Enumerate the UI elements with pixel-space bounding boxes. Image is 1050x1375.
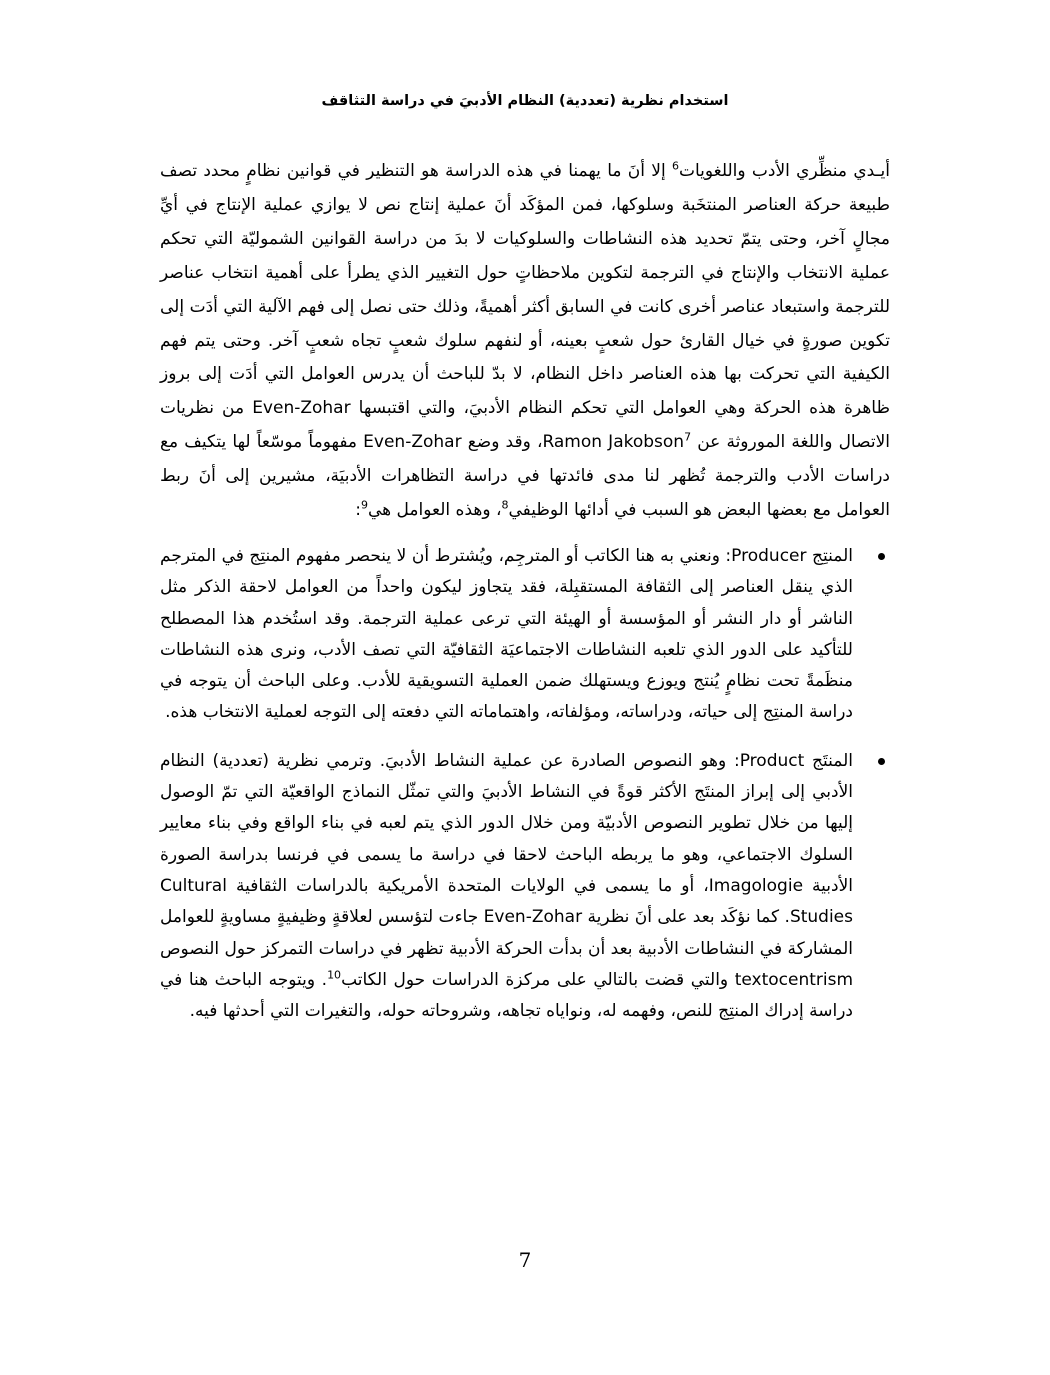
bullet-list bbox=[160, 541, 890, 1027]
bullet-icon bbox=[874, 541, 888, 572]
paragraph-text-4: ، وهذه العوامل هي bbox=[368, 500, 502, 521]
paragraph-text-1: أيـدي منظِّري الأدب واللغويات bbox=[678, 161, 890, 181]
main-paragraph bbox=[160, 155, 890, 528]
bullet-icon bbox=[874, 746, 888, 777]
bullet-item-producer-text: المنتِج Producer: ونعني به هنا الكاتب أو المترجِم، ويُشترط أن لا ينحصر مفهوم المنتِج في المترجم الذي ينقل العناصر إلى الثقافة المستقبِلة، فقد يتجاوز ليكون واحداً من العوامل لاحقة الذكر مثل الناشر أو دار النشر أو المؤسسة أو الهيئة التي ترعى عملية الترجمة. وقد استُخدم هذا المصطلح للتأكيد على الدور الذي تلعبه النشاطات الاجتماعيَة الثقافيّة التي تصف الأدب، ونرى هذه النشاطات منظَمةً تحت نظامٍ يُنتج ويوزع ويستهلك ضمن العملية التسويقية للأدب. وعلى الباحث أن يتوجه في دراسة المنتِج إلى حياته، ودراساته، ومؤلفاته، واهتماماته التي دفعته إلى التوجه لعملية الانتخاب هذه. bbox=[160, 545, 853, 723]
footnote-ref-7[interactable]: 7 bbox=[684, 430, 692, 444]
paragraph-text-2: إلا أنَ ما يهمنا في هذه الدراسة هو التنظير في قوانين نظامٍ محدد تصف طبيعة حركة العناصر المنتخَبة وسلوكها، فمن المؤكَد أنَ عملية إنتاج نص لا يوازي عملية الإنتاج في أيِّ مجالٍ آخر، وحتى يتمّ تحديد هذه النشاطات والسلوكيات لا بدَ من دراسة القوانين الشموليّة التي تحكم عملية الانتخاب والإنتاج في الترجمة لتكوين ملاحظاتٍ حول التغيير الذي يطرأ على أهمية انتخاب عناصر للترجمة واستبعاد عناصر أخرى كانت في السابق أكثر أهميةً، وذلك حتى نصل إلى فهم الآلية التي أدَت إلى تكوين صورةٍ في خيال القارئ حول شعبٍ بعينه، أو لنفهم سلوك شعبٍ تجاه شعبٍ آخر. وحتى يتم فهم الكيفية التي تحركت بها هذه العناصر داخل النظام، لا بدّ للباحث أن يدرس العوامل التي أدَت إلى بروز ظاهرة هذه الحركة وهي العوامل التي تحكم النظام الأدبيَ، والتي اقتبسها Even-Zohar من نظريات الاتصال واللغة الموروثة عن Ramon Jakobson bbox=[160, 161, 891, 453]
bullet-item-product bbox=[160, 746, 890, 1028]
body-text bbox=[160, 155, 890, 1027]
paragraph-text-3: ، وقد وضع Even-Zohar مفهوماً موسّعاً لها يتكيف مع دراسات الأدب والترجمة تُظهر لنا مدى فائدتها في دراسة التظاهرات الأدبيَة، مشيرين إلى أنَ ربط العوامل مع بعضها البعض هو السبب في أدائها الوظيفي bbox=[160, 432, 890, 521]
footnote-ref-6[interactable]: 6 bbox=[671, 159, 679, 173]
running-header: استخدام نظرية (تعددية) النظام الأدبيَ في دراسة التثاقف bbox=[321, 93, 729, 109]
footnote-ref-8[interactable]: 8 bbox=[501, 498, 509, 512]
footnote-ref-10[interactable]: 10 bbox=[327, 968, 342, 982]
paragraph-text-5: : bbox=[355, 500, 362, 521]
bullet-item-product-text-1: المنتَج Product: وهو النصوص الصادرة عن عملية النشاط الأدبيَ. وترمي نظرية (تعددية) النظام الأدبي إلى إبراز المنتَج الأكثر قوةً في النشاط الأدبيَ والتي تمثّل النماذج الواقعيّة التي تمّ الوصول إليها من خلال تطوير النصوص الأدبيّة ومن خلال الدور الذي يتم لعبه في بناء الواقع وفي بناء معايير السلوك الاجتماعي، وهو ما يربطه الباحث لاحقا في دراسة ما يسمى في فرنسا بدراسة الصورة الأدبية Imagologie، أو ما يسمى في الولايات المتحدة الأمريكية بالدراسات الثقافية Cultural Studies. كما نؤكَد بعد على أنَ نظرية Even-Zohar جاءت لتؤسس لعلاقةٍ وظيفيةٍ مساويةٍ للعوامل المشاركة في النشاطات الأدبية بعد أن بدأت الحركة الأدبية تظهر في دراسات التمركز حول النصوص textocentrism والتي قضت بالتالي على مركزة الدراسات حول الكاتب bbox=[160, 750, 854, 990]
footnote-ref-9[interactable]: 9 bbox=[361, 498, 369, 512]
bullet-item-producer bbox=[160, 541, 890, 729]
page-number: 7 bbox=[518, 1248, 532, 1272]
bullet-item-product-text-2: . ويتوجه الباحث هنا في دراسة إدراك المنتِج للنص، وفهمه له، ونواياه تجاهه، وشروحاته حوله، والتغيرات التي أحدثها فيه. bbox=[160, 969, 853, 1022]
